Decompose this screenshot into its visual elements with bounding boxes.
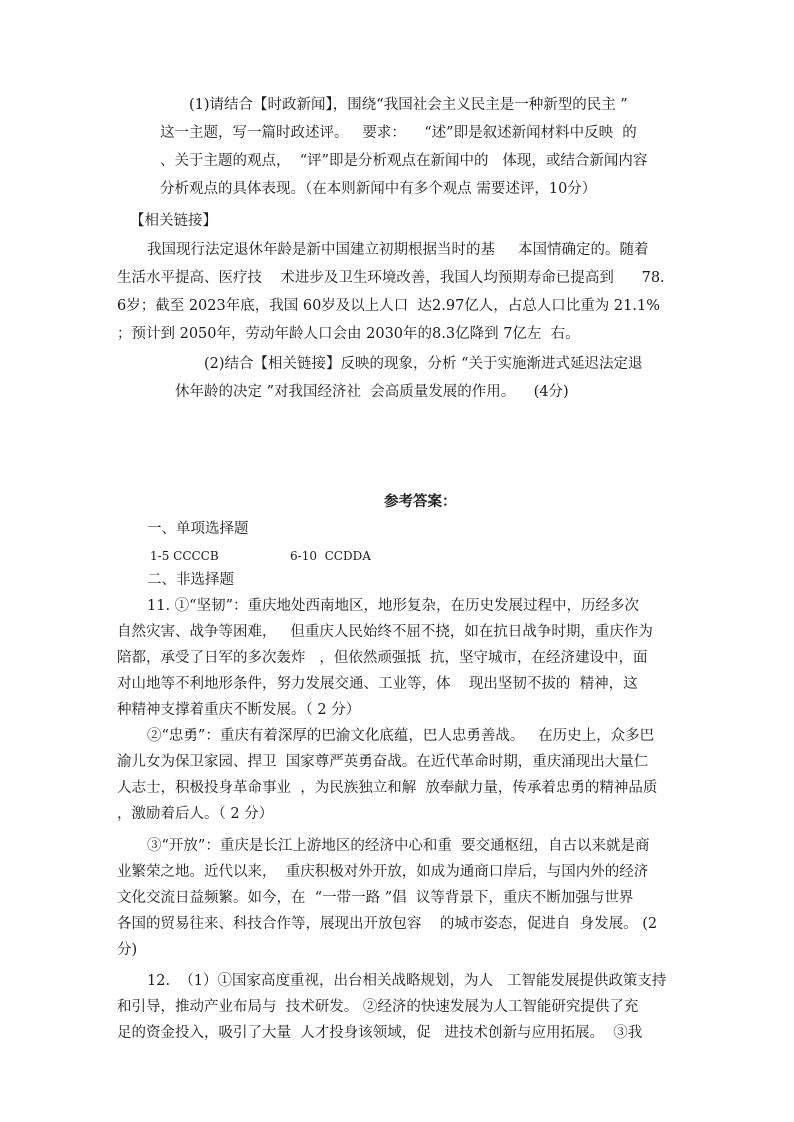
q11-part3-line-4: 各国的贸易往来、科技合作等，展现出开放包容 的城市姿态，促进自 身发展。 (2 bbox=[117, 916, 658, 932]
question-1-line-3: 、关于主题的观点， “评”即是分析观点在新闻中的 体现，或结合新闻内容 bbox=[160, 153, 648, 169]
q11-part1-line-2: 自然灾害、战争等困难， 但重庆人民始终不屈不挠，如在抗日战争时期，重庆作为 bbox=[117, 624, 653, 640]
q11-part1-line-5: 种精神支撑着重庆不断发展。（ 2 分） bbox=[117, 702, 361, 718]
answers-title: 参考答案： bbox=[384, 493, 457, 510]
q12-line-3: 足的资金投入，吸引了大量 人才投身该领域，促 进技术创新与应用拓展。 ③我 bbox=[117, 1025, 643, 1041]
q11-part1-line-3: 陪都，承受了日军的多次轰炸 ，但依然顽强抵 抗，坚守城市，在经济建设中，面 bbox=[117, 650, 648, 666]
question-1-line-1: (1)请结合【时政新闻】，围绕“我国社会主义民主是一种新型的民主 ” bbox=[189, 97, 628, 113]
q11-part2-line-1: ②“忠勇”：重庆有着深厚的巴渝文化底蕴，巴人忠勇善战。 在历史上，众多巴 bbox=[147, 728, 655, 744]
q11-part3-line-5: 分) bbox=[117, 942, 138, 958]
q11-part2-line-2: 渝儿女为保卫家园、捍卫 国家尊严英勇奋战。在近代革命时期，重庆涌现出大量仁 bbox=[117, 754, 649, 770]
related-link-line-2: 生活水平提高、医疗技 术进步及卫生环境改善，我国人均预期寿命已提高到 78. bbox=[117, 270, 665, 286]
question-2-line-1: (2)结合【相关链接】反映的现象，分析 “关于实施渐进式延迟法定退 bbox=[204, 356, 643, 372]
q11-part3-line-2: 业繁荣之地。近代以来， 重庆积极对外开放，如成为通商口岸后，与国内外的经济 bbox=[117, 864, 649, 880]
q11-part3-line-1: ③“开放”：重庆是长江上游地区的经济中心和重 要交通枢纽，自古以来就是商 bbox=[147, 838, 650, 854]
question-1-line-4: 分析观点的具体表现。（在本则新闻中有多个观点 需要述评，10分） bbox=[160, 181, 597, 197]
q11-part1-line-1: 11. ①“坚韧”：重庆地处西南地区，地形复杂，在历史发展过程中，历经多次 bbox=[147, 598, 639, 614]
question-1-line-2: 这一主题，写一篇时政述评。 要求： “述”即是叙述新闻材料中反映 的 bbox=[160, 125, 637, 141]
q12-line-1: 12. （1）①国家高度重视，出台相关战略规划，为人 工智能发展提供政策支持 bbox=[147, 973, 667, 989]
related-link-heading: 【相关链接】 bbox=[130, 213, 217, 229]
q11-part1-line-4: 对山地等不利地形条件，努力发展交通、工业等，体 现出坚韧不拔的 精神，这 bbox=[117, 676, 638, 692]
q11-part2-line-3: 人志士，积极投身革命事业 ，为民族独立和解 放奉献力量，传承着忠勇的精神品质 bbox=[117, 780, 658, 796]
mc-answers-1-5: 1-5 CCCCB bbox=[150, 549, 219, 563]
related-link-line-4: ；预计到 2050年，劳动年龄人口会由 2030年的8.3亿降到 7亿左 右。 bbox=[117, 326, 580, 342]
section-single-choice: 一、单项选择题 bbox=[147, 521, 249, 537]
q11-part3-line-3: 文化交流日益频繁。如今，在 “一带一路 ”倡 议等背景下，重庆不断加强与世界 bbox=[117, 890, 634, 906]
q11-part2-line-4: ，激励着后人。（ 2 分） bbox=[117, 806, 274, 822]
related-link-line-1: 我国现行法定退休年龄是新中国建立初期根据当时的基 本国情确定的。随着 bbox=[147, 242, 649, 258]
question-2-line-2: 休年龄的决定 ”对我国经济社 会高质量发展的作用。 (4分) bbox=[175, 384, 569, 400]
mc-answers-6-10: 6-10 CCDDA bbox=[290, 549, 371, 563]
q12-line-2: 和引导，推动产业布局与 技术研发。 ②经济的快速发展为人工智能研究提供了充 bbox=[117, 999, 639, 1015]
section-non-choice: 二、非选择题 bbox=[147, 572, 234, 588]
related-link-line-3: 6岁；截至 2023年底，我国 60岁及以上人口 达2.97亿人，占总人口比重为 21.1% bbox=[117, 298, 660, 314]
